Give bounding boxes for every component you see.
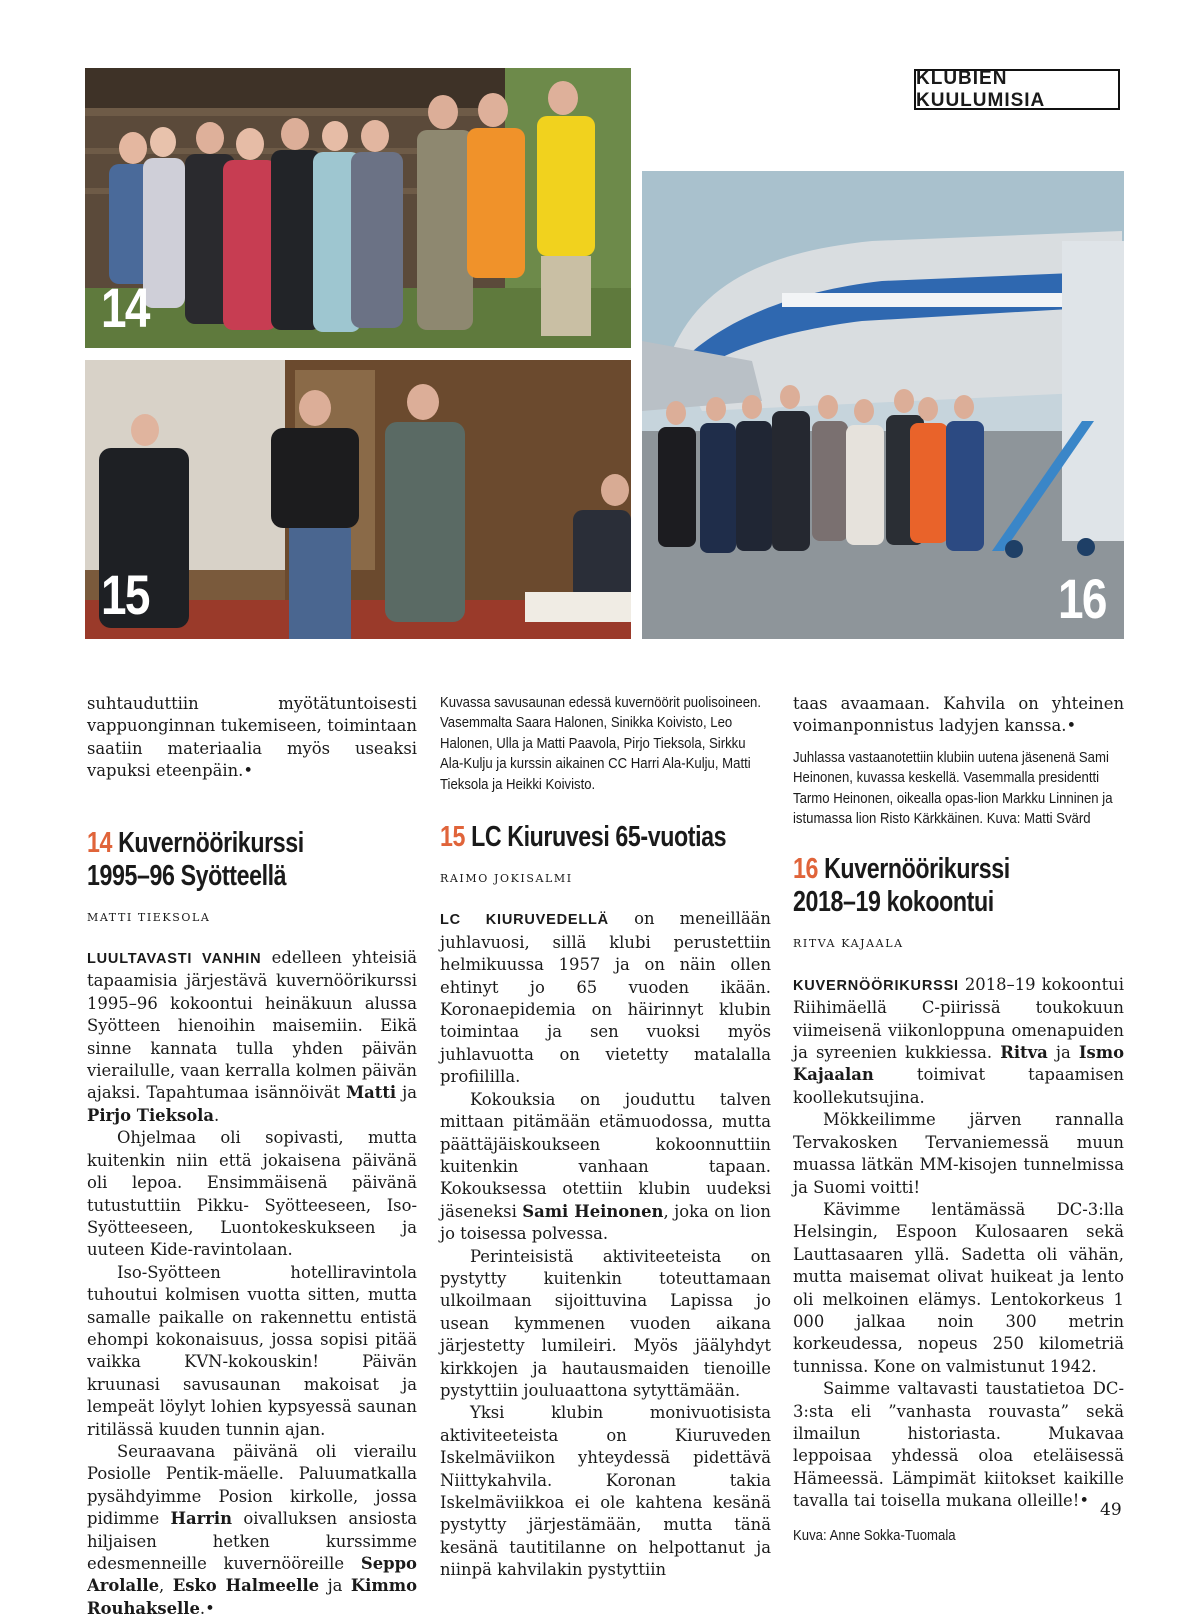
article-heading-15 <box>440 821 771 854</box>
heading-text: 1995–96 Syötteellä <box>87 859 287 892</box>
byline: MATTI TIEKSOLA <box>87 910 211 924</box>
article-heading-16 <box>793 853 1124 919</box>
body-paragraph: Mökkeilimme järven rannalla Tervakosken Tervaniemessä muun muassa lätkän MM-kisojen tunnelmissa ja Suomi voitti! <box>793 1110 1124 1197</box>
body-paragraph: Iso-Syötteen hotelliravintola tuhoutui kolmisen vuotta sitten, mutta samalle paikalle on rakennettu entistä ehompi kokonaisuus, jossa sopisi pitää vaikka KVN-kokouskin! Päivän kruunasi savusaunan makoisat ja lempeät löylyt lohien kypsyessä saunan ritilässä kuuden tunnin ajan. <box>87 1262 417 1439</box>
heading-number: 15 <box>440 821 466 854</box>
lead-words: LUULTAVASTI VANHIN <box>87 951 262 968</box>
byline: RAIMO JOKISALMI <box>440 872 573 886</box>
heading-text: Kuvernöörikurssi <box>824 853 1010 886</box>
end-mark: • <box>1066 716 1077 736</box>
page-number: 49 <box>1100 1500 1122 1520</box>
end-mark: • <box>205 1598 215 1618</box>
body-paragraph: Kokouksia on jouduttu talven mittaan pitämään etämuodossa, mutta päättäjäiskoukseen kokoonnuttiin kuitenkin vanhaan tapaan. Kokouksessa otettiin klubin uudeksi jäseneksi Sami Heinonen, joka on lion jo toisessa polvessa. <box>440 1089 771 1244</box>
photo-number: 16 <box>1058 567 1106 630</box>
body-paragraph: LUULTAVASTI VANHIN edelleen yhteisiä tapaamisia järjestävä kuvernöörikurssi 1995–96 kokoontui heinäkuun alussa Syötteen hienoihin maisemiin. Eikä sinne kannata tulla yhden päivän vierailulle, vaan kerralla kolmen päivän ajaksi. Tapahtumaa isännöivät Matti ja Pirjo Tieksola. <box>87 948 417 1125</box>
end-mark: • <box>243 761 254 781</box>
group-photo-cabin-icon <box>85 68 631 348</box>
body-paragraph: Yksi klubin monivuotisista aktiviteeteista on Kiuruveden Iskelmäviikon yhteydessä pidettävä Niittykahvila. Koronan takia Iskelmäviikkoa ei ole kahtena kesänä pystytty järjestämään, mutta tänä kesänä tautitilanne on helpottanut ja niinpä kahvilakin pystyttiin <box>440 1403 771 1580</box>
section-tag: KLUBIEN KUULUMISIA <box>914 69 1120 110</box>
intro-paragraph: suhtauduttiin myötätuntoisesti vappuonginnan tukemiseen, toimintaan saatiin materiaalia myös useaksi vapuksi eteenpäin.• <box>87 694 417 781</box>
photo-number: 15 <box>101 563 149 626</box>
heading-text: 2018–19 kokoontui <box>793 886 994 919</box>
heading-text: Kuvernöörikurssi <box>118 826 304 859</box>
intro-paragraph: taas avaamaan. Kahvila on yhteinen voimanponnistus ladyjen kanssa.• <box>793 694 1124 736</box>
body-paragraph: Seuraavana päivänä oli vierailu Posiolle Pentik-mäelle. Paluumatkalla pysähdyimme Posion kirkolle, jossa pidimme Harrin oivalluksen ansiosta hiljaisen hetken kurssimme edesmenneille kuvernööreille Seppo Arolalle, Esko Halmeelle ja Kimmo Rouhakselle.• <box>87 1441 418 1618</box>
photo-caption-14: Kuvassa savusaunan edessä kuvernöörit puolisoineen. Vasemmalta Saara Halonen, Sinikka Koivisto, Leo Halonen, Ulla ja Matti Paavola, Pirjo Tieksola, Sirkku Ala-Kulju ja kurssin aikainen CC Harri Ala-Kulju, Matti Tieksola ja Heikki Koivisto. <box>440 695 762 793</box>
column-3 <box>793 693 1124 1547</box>
photo-15 <box>85 360 631 639</box>
photo-16 <box>642 171 1124 639</box>
body-paragraph: Kävimme lentämässä DC-3:lla Helsingin, Espoon Kulosaaren sekä Lauttasaaren yllä. Sadetta oli vähän, mutta maisemat olivat huikeat ja lento oli melkoinen elämys. Lentokorkeus 1 000 jalkaa noin 300 metrin korkeudessa, nopeus 250 kilometriä tunnissa. Kone on valmistunut 1942. <box>793 1199 1124 1376</box>
airplane-group-photo-icon <box>642 171 1124 639</box>
heading-number: 14 <box>87 826 113 859</box>
photo-number: 14 <box>101 276 149 339</box>
body-paragraph: LC KIURUVEDELLÄ on meneillään juhlavuosi, sillä klubi perustettiin helmikuussa 1957 ja on näin ollen ehtinyt jo 65 vuoden ikään. Koronaepidemia on häirinnyt klubin toimintaa ja sen vuoksi myös juhlavuotta on vietetty matalalla profiililla. <box>440 909 771 1087</box>
column-2 <box>440 693 771 1582</box>
heading-text: LC Kiuruvesi 65-vuotias <box>471 821 727 854</box>
lead-words: KUVERNÖÖRIKURSSI <box>793 977 959 994</box>
end-mark: • <box>1079 1491 1090 1511</box>
column-1 <box>87 693 417 1620</box>
article-heading-14 <box>87 827 417 893</box>
body-paragraph: KUVERNÖÖRIKURSSI 2018–19 kokoontui Riihimäellä C-piirissä toukokuun viimeisenä viikonloppuna omenapuiden ja syreenien kukkiessa. Ritva ja Ismo Kajaalan toimivat tapaamisen koollekutsujina. <box>793 974 1124 1107</box>
photo-credit: Kuva: Anne Sokka-Tuomala <box>793 1527 956 1544</box>
photo-caption-15: Juhlassa vastaanotettiin klubiin uutena jäsenenä Sami Heinonen, kuvassa keskellä. Vasemmalla presidentti Tarmo Heinonen, oikealla opas-lion Markku Linninen ja istumassa lion Risto Kärkkäinen. Kuva: Matti Svärd <box>793 749 1113 828</box>
byline: RITVA KAJAALA <box>793 937 904 951</box>
body-paragraph: Saimme valtavasti taustatietoa DC-3:sta eli ”vanhasta rouvasta” sekä ilmailun historiasta. Mukavaa leppoisaa yhdessä oloa eteläisessä Hämeessä. Lämpimät kiitokset kaikille tavalla tai toisella mukana olleille!• <box>793 1379 1124 1511</box>
body-paragraph: Perinteisistä aktiviteeteista on pystytty kuitenkin toteuttamaan ulkoilmaan sijoittuvina Lapissa jo usean kymmenen vuoden aikana järjestetty lumileiri. Myös jäälyhdyt kirkkojen ja hautausmaiden tienoille pystyttiin jouluaattona sytyttämään. <box>440 1246 771 1400</box>
photo-14 <box>85 68 631 348</box>
heading-number: 16 <box>793 853 819 886</box>
lead-words: LC KIURUVEDELLÄ <box>440 912 609 929</box>
body-paragraph: Ohjelmaa oli sopivasti, mutta kuitenkin niin että jokaisena päivänä oli lepoa. Ensimmäisenä päivänä tutustuttiin Pikku- Syötteeseen, Iso-Syötteeseen, Luontokeskukseen ja uuteen Kide-ravintolaan. <box>87 1128 417 1260</box>
meeting-photo-icon <box>85 360 631 639</box>
